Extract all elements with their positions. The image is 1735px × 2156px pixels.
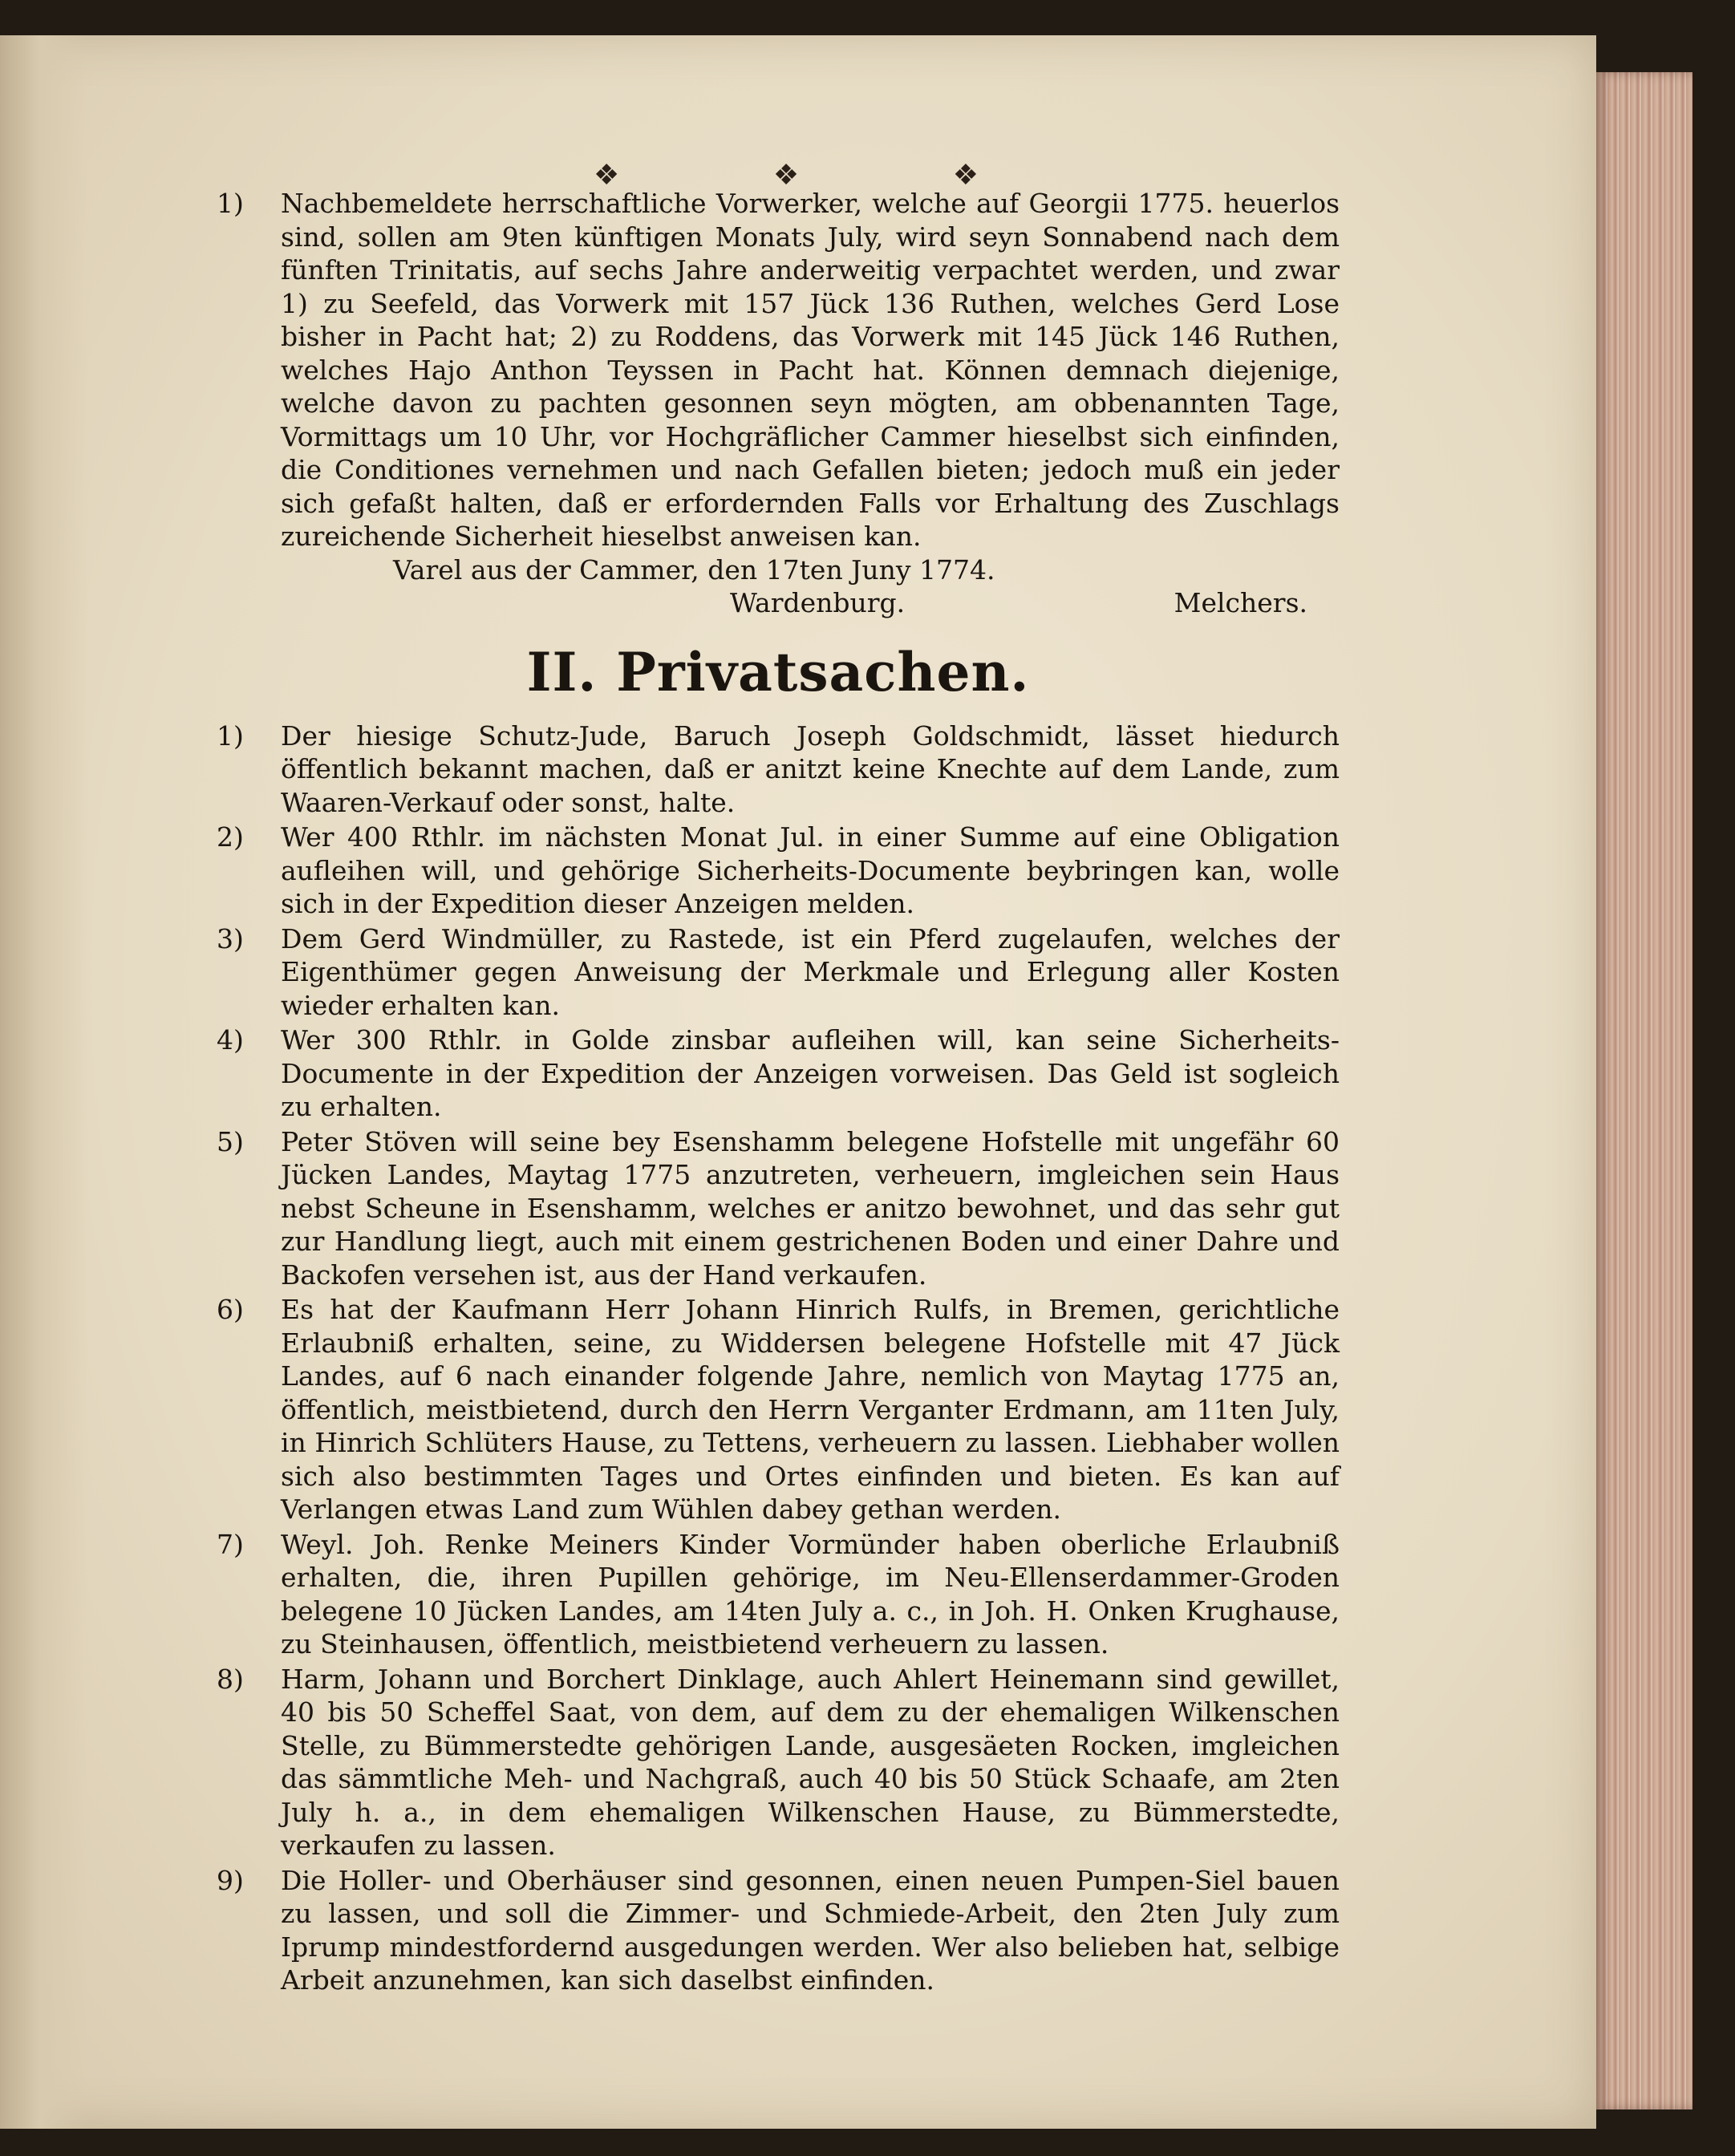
entry-text: Der hiesige Schutz-Jude, Baruch Joseph Goldschmidt, lässet hiedurch öffentlich bekannt machen, daß er anitzt keine Knechte auf dem Lande, zum Waaren-Verkauf oder sonst, halte. bbox=[281, 719, 1340, 818]
list-item bbox=[217, 719, 1340, 820]
entry-text: Die Holler- und Oberhäuser sind gesonnen, einen neuen Pumpen-Siel bauen zu lassen, und soll die Zimmer- und Schmiede-Arbeit, den 2ten July zum Iprump mindestfordernd ausgedungen werden. Wer also belieben hat, selbige Arbeit anzunehmen, kan sich daselbst einfinden. bbox=[281, 1864, 1340, 1996]
list-item bbox=[217, 821, 1340, 921]
entry-number: 8) bbox=[217, 1663, 244, 1695]
date-line: Varel aus der Cammer, den 17ten Juny 1774. bbox=[393, 553, 995, 586]
list-item bbox=[217, 922, 1340, 1023]
entry-number: 4) bbox=[217, 1024, 244, 1056]
list-item bbox=[217, 1023, 1340, 1124]
entry-number: 6) bbox=[217, 1294, 244, 1325]
entry-number: 2) bbox=[217, 821, 244, 853]
private-entries bbox=[217, 719, 1340, 1997]
list-item bbox=[217, 1663, 1340, 1862]
entry-text: Es hat der Kaufmann Herr Johann Hinrich Rulfs, in Bremen, gerichtliche Erlaubniß erhalten, seine, zu Widdersen belegene Hofstelle mit 47 Jück Landes, auf 6 nach einander folgende Jahre, nemlich von Maytag 1775 an, öffentlich, meistbietend, durch den Herrn Verganter Erdmann, am 11ten July, in Hinrich Schlüters Hause, zu Tettens, verheuern zu lassen. Liebhaber wollen sich also bestimmten Tages und Ortes einfinden und bieten. Es kan auf Verlangen etwas Land zum Wühlen dabey gethan werden. bbox=[281, 1294, 1340, 1525]
page-edges bbox=[1596, 72, 1692, 2109]
official-notice bbox=[217, 187, 1340, 553]
entry-text: Nachbemeldete herrschaftliche Vorwerker, welche auf Georgii 1775. heuerlos sind, sollen am 9ten künftigen Monats July, wird seyn Sonnabend nach dem fünften Trinitatis, auf sechs Jahre anderweitig verpachtet werden, und zwar 1) zu Seefeld, das Vorwerk mit 157 Jück 136 Ruthen, welches Gerd Lose bisher in Pacht hat; 2) zu Roddens, das Vorwerk mit 145 Jück 146 Ruthen, welches Hajo Anthon Teyssen in Pacht hat. Können demnach diejenige, welche davon zu pachten gesonnen seyn mögten, am obbenannten Tage, Vormittags um 10 Uhr, vor Hochgräflicher Cammer hieselbst sich einfinden, die Conditiones vernehmen und nach Gefallen bieten; jedoch muß ein jeder sich gefaßt halten, daß er erfordernden Falls vor Erhaltung des Zuschlags zureichende Sicherheit hieselbst anweisen kan. bbox=[281, 188, 1340, 552]
list-item bbox=[217, 1125, 1340, 1292]
ornament-icon: ❖ bbox=[772, 159, 800, 192]
book-gutter bbox=[0, 35, 88, 2129]
entry-number: 7) bbox=[217, 1528, 244, 1560]
ornament-icon: ❖ bbox=[952, 159, 979, 192]
entry-text: Wer 300 Rthlr. in Golde zinsbar aufleihen will, kan seine Sicherheits-Documente in der Expedition der Anzeigen vorweisen. Das Geld ist sogleich zu erhalten. bbox=[281, 1024, 1340, 1122]
entry-text: Dem Gerd Windmüller, zu Rastede, ist ein Pferd zugelaufen, welches der Eigenthümer gegen Anweisung der Merkmale und Erlegung aller Kosten wieder erhalten kan. bbox=[281, 922, 1340, 1021]
entry-number: 5) bbox=[217, 1125, 244, 1157]
entry-number: 1) bbox=[217, 188, 244, 219]
section-title: II. Privatsachen. bbox=[526, 640, 1030, 703]
entry-text: Weyl. Joh. Renke Meiners Kinder Vormünder haben oberliche Erlaubniß erhalten, die, ihren Pupillen gehörige, im Neu-Ellenserdammer-Groden belegene 10 Jücken Landes, am 14ten July a. c., in Joh. H. Onken Krughause, zu Steinhausen, öffentlich, meistbietend verheuern zu lassen. bbox=[281, 1528, 1340, 1660]
page-content bbox=[217, 156, 1340, 1997]
ornament-icon: ❖ bbox=[594, 159, 620, 192]
list-item bbox=[217, 1864, 1340, 1997]
entry-number: 9) bbox=[217, 1864, 244, 1896]
entry-text: Peter Stöven will seine bey Esenshamm belegene Hofstelle mit ungefähr 60 Jücken Landes, Maytag 1775 anzutreten, verheuern, imgleichen sein Haus nebst Scheune in Esenshamm, welches er anitzo bewohnet, und das sehr gut zur Handlung liegt, auch mit einem gestrichenen Boden und einer Dahre und Backofen versehen ist, aus der Hand verkaufen. bbox=[281, 1125, 1340, 1291]
entry-text: Harm, Johann und Borchert Dinklage, auch Ahlert Heinemann sind gewillet, 40 bis 50 Scheffel Saat, von dem, auf dem zu der ehemaligen Wilkenschen Stelle, zu Bümmerstedte gehörigen Lande, ausgesäeten Rocken, imgleichen das sämmtliche Meh- und Nachgraß, auch 40 bis 50 Stück Schaafe, am 2ten July h. a., in dem ehemaligen Wilkenschen Hause, zu Bümmerstedte, verkaufen zu lassen. bbox=[281, 1663, 1340, 1861]
list-item bbox=[217, 1528, 1340, 1661]
signature-melchers: Melchers. bbox=[1174, 587, 1307, 618]
list-item bbox=[217, 1293, 1340, 1526]
signature-wardenburg: Wardenburg. bbox=[730, 587, 906, 618]
entry-number: 1) bbox=[217, 719, 244, 752]
signature-line bbox=[217, 586, 1340, 620]
entry-number: 3) bbox=[217, 922, 244, 954]
entry-text: Wer 400 Rthlr. im nächsten Monat Jul. in einer Summe auf eine Obligation aufleihen will, und gehörige Sicherheits-Documente beybringen kan, wolle sich in der Expedition dieser Anzeigen melden. bbox=[281, 821, 1340, 919]
